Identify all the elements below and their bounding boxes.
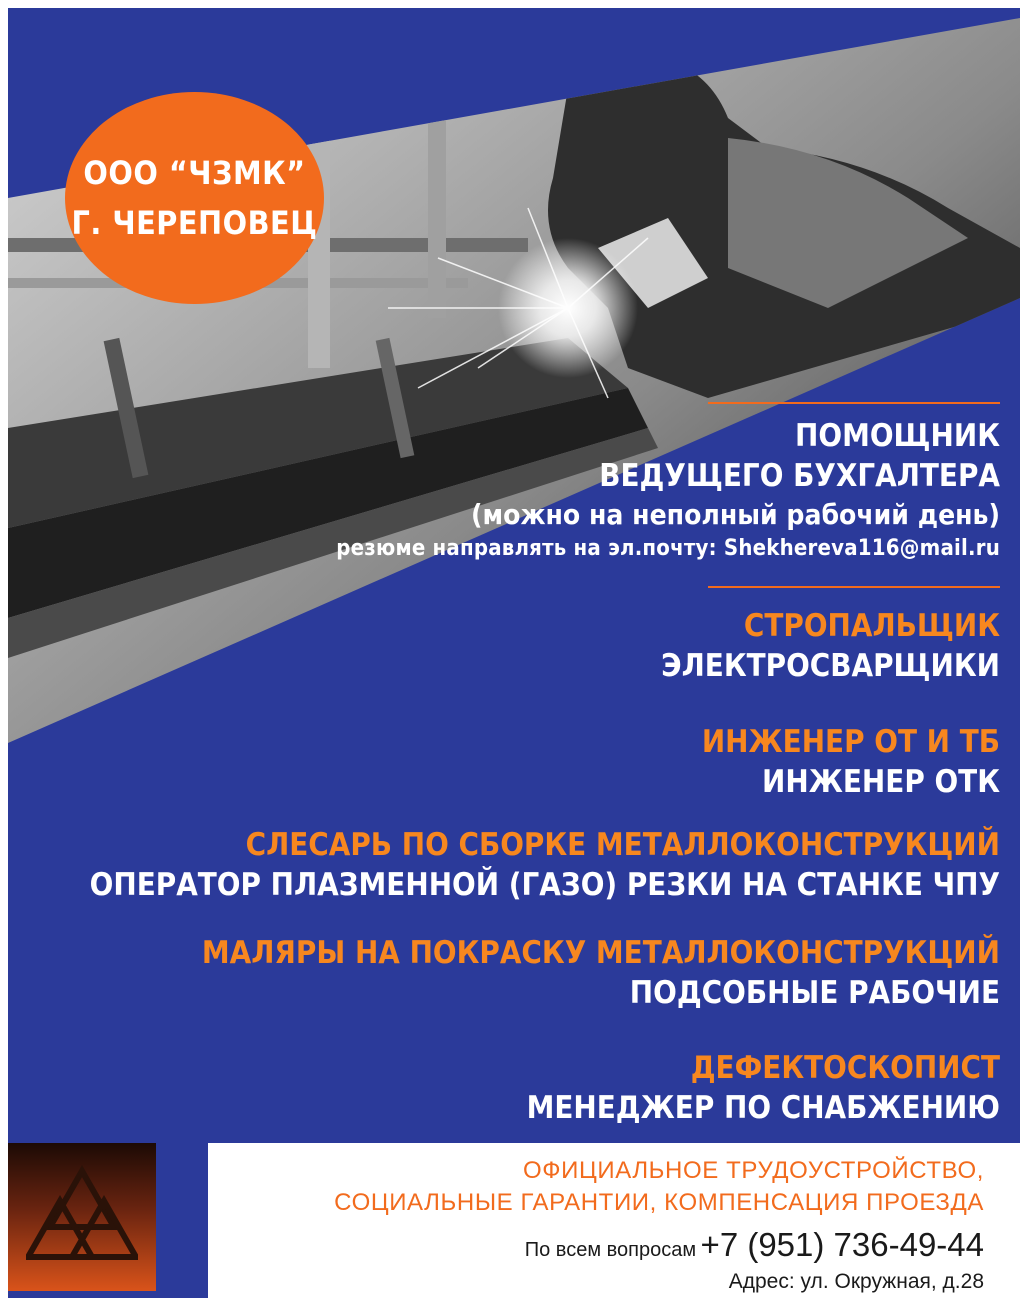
vacancy-orange: СТРОПАЛЬЩИК bbox=[743, 608, 1000, 644]
logo-panel bbox=[8, 1143, 156, 1291]
company-badge bbox=[65, 92, 324, 304]
accountant-resume-email: резюме направлять на эл.почту: Shekhereva116@mail.ru bbox=[336, 536, 1000, 561]
accountant-note: (можно на неполный рабочий день) bbox=[471, 498, 1000, 531]
vacancy-white: ИНЖЕНЕР ОТК bbox=[762, 764, 1000, 800]
vacancy-orange: МАЛЯРЫ НА ПОКРАСКУ МЕТАЛЛОКОНСТРУКЦИЙ bbox=[201, 935, 1000, 971]
triple-triangle-logo-icon bbox=[26, 1161, 138, 1273]
vacancy-white: МЕНЕДЖЕР ПО СНАБЖЕНИЮ bbox=[526, 1090, 1000, 1126]
vacancy-white: ЭЛЕКТРОСВАРЩИКИ bbox=[661, 648, 1000, 684]
vacancy-group-3 bbox=[90, 825, 1000, 905]
contact-line bbox=[525, 1226, 984, 1264]
divider-top bbox=[708, 402, 1000, 404]
company-name: ООО “ЧЗМК” bbox=[83, 154, 306, 192]
vacancy-group-2 bbox=[702, 722, 1000, 802]
vacancy-orange: ИНЖЕНЕР ОТ И ТБ bbox=[701, 724, 1000, 760]
vacancy-orange: СЛЕСАРЬ ПО СБОРКЕ МЕТАЛЛОКОНСТРУКЦИЙ bbox=[245, 827, 1000, 863]
vacancy-group-1 bbox=[661, 606, 1000, 686]
benefits-line2: СОЦИАЛЬНЫЕ ГАРАНТИИ, КОМПЕНСАЦИЯ ПРОЕЗДА bbox=[334, 1189, 984, 1216]
contact-label: По всем вопросам bbox=[524, 1239, 697, 1261]
vacancy-white: ПОДСОБНЫЕ РАБОЧИЕ bbox=[629, 975, 1000, 1011]
benefits bbox=[334, 1155, 984, 1219]
address: Адрес: ул. Окружная, д.28 bbox=[728, 1270, 984, 1293]
vacancy-group-5 bbox=[527, 1048, 1000, 1128]
phone-number[interactable]: +7 (951) 736-49-44 bbox=[700, 1226, 984, 1263]
vacancy-group-4 bbox=[202, 933, 1000, 1013]
poster bbox=[8, 8, 1020, 1298]
vacancy-orange: ДЕФЕКТОСКОПИСТ bbox=[690, 1050, 1000, 1086]
benefits-line1: ОФИЦИАЛЬНОЕ ТРУДОУСТРОЙСТВО, bbox=[523, 1157, 984, 1184]
accountant-title-line2: ВЕДУЩЕГО БУХГАЛТЕРА bbox=[599, 458, 1000, 494]
accountant-title-line1: ПОМОЩНИК bbox=[795, 418, 1000, 454]
vacancy-white: ОПЕРАТОР ПЛАЗМЕННОЙ (ГАЗО) РЕЗКИ НА СТАНКЕ ЧПУ bbox=[89, 867, 1000, 903]
accountant-vacancy bbox=[336, 416, 1000, 564]
divider-bottom bbox=[708, 586, 1000, 588]
company-city: Г. ЧЕРЕПОВЕЦ bbox=[71, 204, 318, 242]
